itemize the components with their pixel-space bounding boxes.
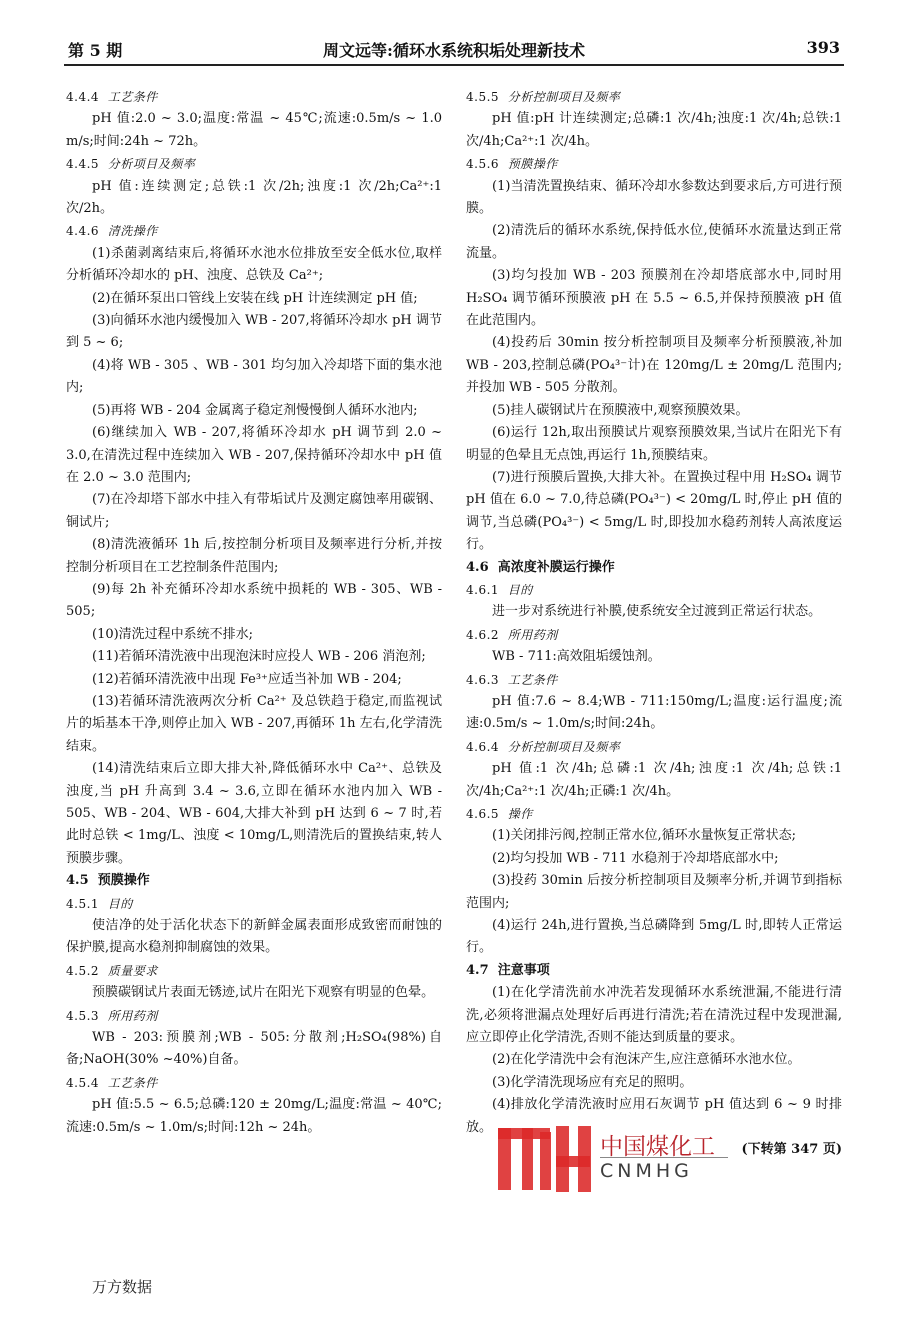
heading-number: 4.5.3 — [66, 1008, 100, 1023]
subsection-heading — [466, 579, 842, 601]
subsection-heading — [466, 86, 842, 108]
heading-number: 4.6.4 — [466, 739, 500, 754]
paragraph: (12)若循环清洗液中出现 Fe³⁺应适当补加 WB - 204; — [92, 671, 402, 687]
heading-title: 清洗操作 — [107, 224, 158, 239]
paragraph: (1)杀菌剥离结束后,将循环水池水位排放至安全低水位,取样分析循环冷却水的 pH、浊度、总铁及 Ca²⁺; — [66, 245, 442, 284]
right-column — [466, 86, 842, 1162]
page-number: 393 — [806, 38, 840, 57]
paragraph: (2)均匀投加 WB - 711 水稳剂于冷却塔底部水中; — [492, 850, 779, 866]
heading-number: 4.4.6 — [66, 224, 100, 239]
heading-title: 预膜操作 — [97, 873, 150, 889]
heading-title: 分析控制项目及频率 — [507, 90, 621, 104]
heading-number: 4.4.5 — [66, 157, 100, 172]
heading-number: 4.6.1 — [466, 582, 500, 597]
watermark-text-en: CNMHG — [600, 1160, 693, 1182]
paragraph: (7)在冷却塔下部水中挂入有带垢试片及测定腐蚀率用碳钢、铜试片; — [66, 492, 442, 530]
paragraph: pH 值:5.5 ~ 6.5;总磷:120 ± 20mg/L;温度:常温 ~ 40℃;流速:0.5m/s ~ 1.0m/s;时间:12h ~ 24h。 — [66, 1097, 442, 1135]
heading-title: 质量要求 — [107, 963, 158, 978]
paragraph: pH 值:连续测定;总铁:1 次/2h;浊度:1 次/2h;Ca²⁺:1 次/2h。 — [66, 178, 442, 217]
paragraph: 预膜碳钢试片表面无锈迹,试片在阳光下观察有明显的色晕。 — [92, 985, 435, 1001]
paragraph: (8)清洗液循环 1h 后,按控制分析项目及频率进行分析,并按控制分析项目在工艺控制条件范围内; — [66, 537, 442, 575]
paragraph: (7)进行预膜后置换,大排大补。在置换过程中用 H₂SO₄ 调节 pH 值在 6.0 ~ 7.0,待总磷(PO₄³⁻) < 20mg/L 时,停止 pH 值的调节,当总磷(PO₄³⁻) < 5mg/L 时,即投加水稳药剂转人高浓度运行。 — [466, 469, 842, 553]
paragraph: (3)化学清洗现场应有充足的照明。 — [492, 1074, 693, 1090]
paragraph: (4)投药后 30min 按分析控制项目及频率分析预膜液,补加 WB - 203,控制总磷(PO₄³⁻计)在 120mg/L ± 20mg/L 范围内;并投加 WB - 505 分散剂。 — [466, 335, 842, 396]
paragraph: (2)在化学清洗中会有泡沫产生,应注意循环水池水位。 — [492, 1052, 801, 1068]
subsection-heading — [66, 1005, 442, 1027]
paragraph: WB - 711:高效阻垢缓蚀剂。 — [492, 649, 661, 665]
heading-title: 分析项目及频率 — [107, 157, 196, 172]
paragraph: (4)排放化学清洗液时应用石灰调节 pH 值达到 6 ~ 9 时排放。 — [466, 1097, 842, 1135]
paragraph: (4)运行 24h,进行置换,当总磷降到 5mg/L 时,即转人正常运行。 — [466, 918, 842, 956]
heading-number: 4.5.6 — [466, 157, 500, 172]
heading-number: 4.6.3 — [466, 672, 500, 687]
watermark-divider — [600, 1157, 728, 1158]
subsection-heading — [66, 1072, 442, 1094]
heading-title: 工艺条件 — [107, 1075, 158, 1090]
paragraph: (4)将 WB - 305 、WB - 301 均匀加入冷却塔下面的集水池内; — [66, 357, 442, 396]
paragraph: (2)在循环泵出口管线上安装在线 pH 计连续测定 pH 值; — [92, 290, 418, 306]
paragraph: (5)挂人碳钢试片在预膜液中,观察预膜效果。 — [492, 402, 749, 418]
heading-title: 所用药剂 — [107, 1008, 158, 1023]
heading-title: 预膜操作 — [507, 157, 558, 172]
paragraph: (3)向循环水池内缓慢加入 WB - 207,将循环冷却水 pH 调节到 5 ~ 6; — [66, 313, 442, 351]
left-column — [66, 86, 442, 1139]
paragraph: (2)清洗后的循环水系统,保持低水位,使循环水流量达到正常流量。 — [466, 223, 842, 261]
heading-number: 4.5.4 — [66, 1075, 100, 1090]
mh-logo-mark — [494, 1126, 592, 1192]
heading-number: 4.5.1 — [66, 896, 100, 911]
heading-number: 4.5.2 — [66, 963, 100, 978]
paragraph: (11)若循环清洗液中出现泡沫时应投人 WB - 206 消泡剂; — [92, 649, 426, 665]
heading-title: 高浓度补膜运行操作 — [497, 559, 615, 575]
subsection-heading — [466, 153, 842, 175]
subsection-heading — [66, 893, 442, 915]
subsection-heading — [66, 220, 442, 242]
paragraph: (1)在化学清洗前水冲洗若发现循环水系统泄漏,不能进行清洗,必须将泄漏点处理好后再进行清洗;若在清洗过程中发现泄漏,应立即停止化学清洗,否则不能达到质量的要求。 — [466, 985, 842, 1046]
heading-title: 操作 — [507, 807, 533, 821]
continuation-note: (下转第 347 页) — [741, 1142, 842, 1158]
heading-number: 4.6 — [466, 559, 489, 575]
subsection-heading — [466, 624, 842, 646]
running-title: 周文远等:循环水系统积垢处理新技术 — [323, 41, 585, 60]
paragraph: pH 值:pH 计连续测定;总磷:1 次/4h;浊度:1 次/4h;总铁:1 次/4h;Ca²⁺:1 次/4h。 — [466, 111, 842, 149]
paragraph: (5)再将 WB - 204 金属离子稳定剂慢慢倒人循环水池内; — [92, 402, 418, 418]
source-footer: 万方数据 — [92, 1278, 153, 1296]
subsection-heading — [66, 960, 442, 982]
subsection-heading — [466, 669, 842, 691]
heading-number: 4.5.5 — [466, 90, 500, 104]
section-heading — [66, 870, 442, 892]
paragraph: (13)若循环清洗液两次分析 Ca²⁺ 及总铁趋于稳定,而监视试片的垢基本干净,则停止加入 WB - 207,再循环 1h 左右,化学清洗结束。 — [66, 693, 442, 754]
paragraph: (1)当清洗置换结束、循环冷却水参数达到要求后,方可进行预膜。 — [466, 178, 842, 217]
heading-title: 工艺条件 — [107, 90, 158, 104]
heading-title: 目的 — [507, 582, 533, 597]
heading-number: 4.7 — [466, 962, 489, 978]
heading-title: 工艺条件 — [507, 672, 558, 687]
paragraph: (9)每 2h 补充循环冷却水系统中损耗的 WB - 305、WB - 505; — [66, 581, 442, 620]
paragraph: (6)运行 12h,取出预膜试片观察预膜效果,当试片在阳光下有明显的色晕且无点蚀,再运行 1h,预膜结束。 — [466, 425, 842, 463]
heading-title: 所用药剂 — [507, 627, 558, 642]
paragraph: 使洁净的处于活化状态下的新鲜金属表面形成致密而耐蚀的保护膜,提高水稳剂抑制腐蚀的效果。 — [66, 918, 442, 956]
paragraph: pH 值:1 次/4h;总磷:1 次/4h;浊度:1 次/4h;总铁:1 次/4h;Ca²⁺:1 次/4h;正磷:1 次/4h。 — [466, 761, 842, 799]
section-heading — [466, 557, 842, 579]
heading-number: 4.6.5 — [466, 807, 500, 821]
watermark-logo — [494, 1126, 754, 1196]
heading-title: 目的 — [107, 896, 133, 911]
section-heading — [466, 960, 842, 982]
subsection-heading — [66, 153, 442, 175]
paragraph: (10)清洗过程中系统不排水; — [92, 626, 254, 642]
watermark-text-cn: 中国煤化工 — [600, 1134, 715, 1160]
heading-number: 4.6.2 — [466, 627, 500, 642]
heading-number: 4.5 — [66, 873, 89, 889]
paragraph: WB - 203:预膜剂;WB - 505:分散剂;H₂SO₄(98%)自备;NaOH(30% ~40%)自备。 — [66, 1030, 442, 1068]
paragraph: (1)关闭排污阀,控制正常水位,循环水量恢复正常状态; — [492, 828, 797, 844]
paragraph: pH 值:2.0 ~ 3.0;温度:常温 ~ 45℃;流速:0.5m/s ~ 1.0 m/s;时间:24h ~ 72h。 — [66, 111, 442, 149]
heading-number: 4.4.4 — [66, 90, 100, 104]
paragraph: (3)投药 30min 后按分析控制项目及频率分析,并调节到指标范围内; — [466, 873, 842, 911]
heading-title: 分析控制项目及频率 — [507, 739, 621, 754]
paragraph: (6)继续加入 WB - 207,将循环冷却水 pH 调节到 2.0 ~ 3.0,在清洗过程中连续加入 WB - 207,保持循环冷却水中 pH 值在 2.0 ~ 3.0 范围内; — [66, 425, 442, 485]
paragraph: 进一步对系统进行补膜,使系统安全过渡到正常运行状态。 — [492, 604, 822, 620]
paragraph: pH 值:7.6 ~ 8.4;WB - 711:150mg/L;温度:运行温度;流速:0.5m/s ~ 1.0m/s;时间:24h。 — [466, 693, 842, 732]
subsection-heading — [466, 803, 842, 825]
page-header — [68, 38, 840, 66]
issue-number: 第 5 期 — [68, 41, 123, 60]
paragraph: (14)清洗结束后立即大排大补,降低循环水中 Ca²⁺、总铁及浊度,当 pH 升高到 3.4 ~ 3.6,立即在循环水池内加入 WB - 505、WB - 204、WB - 604,大排大补到 pH 达到 6 ~ 7 时,若此时总铁 < 1mg/L、浊度 < 10mg/L,则清洗后的置换结束,转人预膜步骤。 — [66, 761, 442, 866]
header-rule — [64, 64, 844, 66]
subsection-heading — [66, 86, 442, 108]
paragraph: (3)均匀投加 WB - 203 预膜剂在冷却塔底部水中,同时用 H₂SO₄ 调节循环预膜液 pH 在 5.5 ~ 6.5,并保持预膜液 pH 值在此范围内。 — [466, 268, 842, 329]
subsection-heading — [466, 736, 842, 758]
heading-title: 注意事项 — [497, 962, 550, 978]
